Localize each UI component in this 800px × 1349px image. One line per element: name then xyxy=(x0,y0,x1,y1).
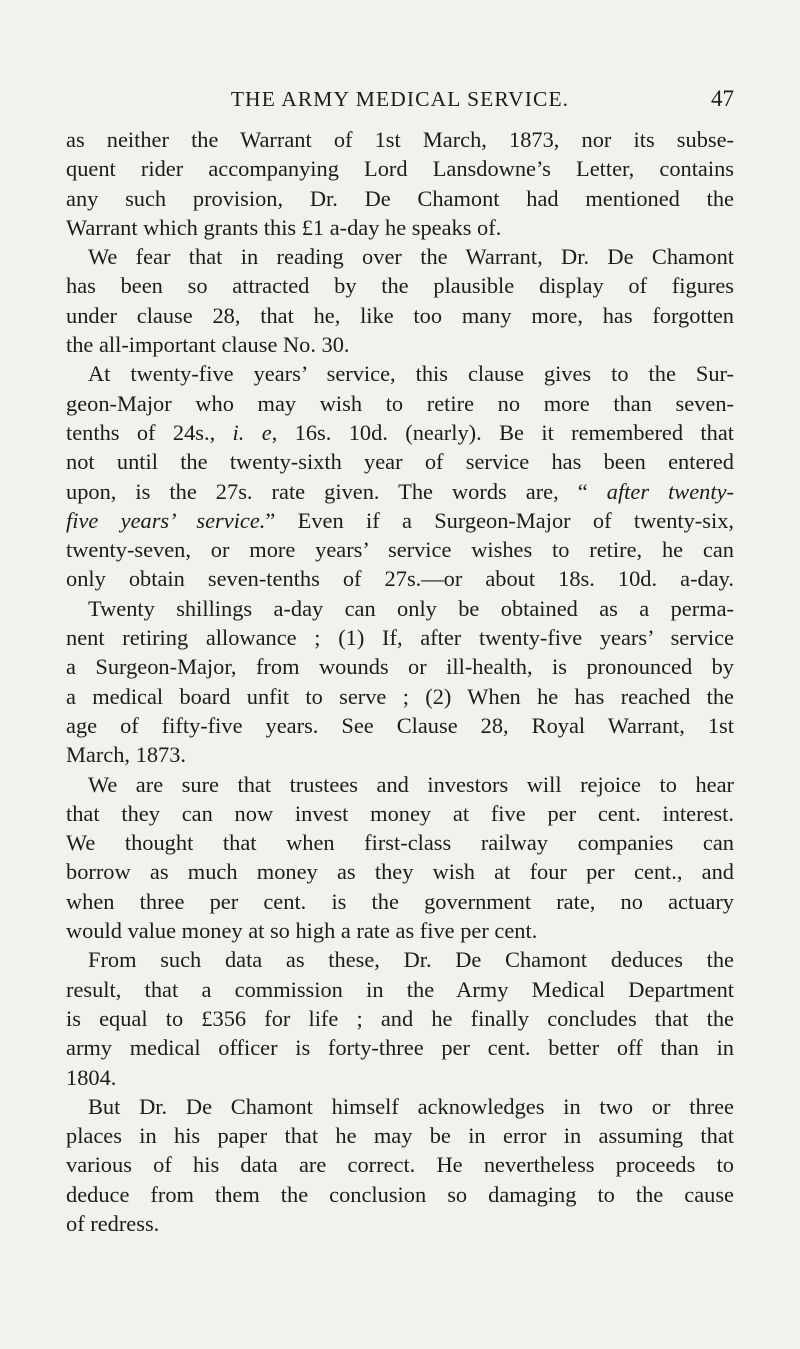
text-segment: upon, is the 27s. rate given. The words are, “ xyxy=(66,478,607,504)
text-segment: Twenty shillings a-day can only be obtained as a perma- xyxy=(88,595,734,621)
text-line xyxy=(66,535,734,564)
text-segment: deduce from them the conclusion so damaging to the cause xyxy=(66,1181,734,1207)
text-segment: We fear that in reading over the Warrant, Dr. De Chamont xyxy=(88,244,734,270)
text-line xyxy=(66,1121,734,1150)
text-segment: army medical officer is forty-three per cent. better off than in xyxy=(66,1035,734,1061)
text-line xyxy=(66,857,734,886)
text-segment: would value money at so high a rate as five per cent. xyxy=(66,918,538,944)
text-line xyxy=(66,389,734,418)
italic-text-segment: five years’ service. xyxy=(66,507,266,533)
text-line xyxy=(66,447,734,476)
text-segment: twenty-seven, or more years’ service wishes to retire, he can xyxy=(66,537,734,563)
text-segment: result, that a commission in the Army Medical Department xyxy=(66,976,734,1002)
text-line xyxy=(66,799,734,828)
text-segment: of redress. xyxy=(66,1210,160,1236)
page-number: 47 xyxy=(711,86,734,111)
text-line xyxy=(66,1092,734,1121)
text-segment: borrow as much money as they wish at four per cent., and xyxy=(66,859,734,885)
text-segment: nent retiring allowance ; (1) If, after twenty-five years’ service xyxy=(66,625,734,651)
text-line xyxy=(66,1150,734,1179)
text-line xyxy=(66,828,734,857)
text-line xyxy=(66,1209,734,1238)
text-line xyxy=(66,125,734,154)
text-line xyxy=(66,594,734,623)
text-segment: places in his paper that he may be in error in assuming that xyxy=(66,1123,734,1149)
text-segment: geon-Major who may wish to retire no more than seven- xyxy=(66,390,734,416)
text-line xyxy=(66,1004,734,1033)
text-line xyxy=(66,330,734,359)
text-segment: We are sure that trustees and investors will rejoice to hear xyxy=(88,771,734,797)
text-segment: ” Even if a Surgeon-Major of twenty-six, xyxy=(265,507,734,533)
text-segment: We thought that when first-class railway companies can xyxy=(66,830,734,856)
text-segment: when three per cent. is the government rate, no actuary xyxy=(66,888,734,914)
text-line xyxy=(66,213,734,242)
text-line xyxy=(66,506,734,535)
text-segment: not until the twenty-sixth year of service has been entered xyxy=(66,449,734,475)
text-segment: the all-important clause No. 30. xyxy=(66,332,350,358)
text-segment: under clause 28, that he, like too many more, has forgotten xyxy=(66,302,734,328)
text-segment: various of his data are correct. He nevertheless proceeds to xyxy=(66,1152,734,1178)
text-line xyxy=(66,945,734,974)
running-title: THE ARMY MEDICAL SERVICE. xyxy=(230,87,570,111)
text-line xyxy=(66,271,734,300)
text-line xyxy=(66,1180,734,1209)
text-line xyxy=(66,154,734,183)
text-segment: age of fifty-five years. See Clause 28, Royal Warrant, 1st xyxy=(66,712,734,738)
text-segment: , 16s. 10d. (nearly). Be it remembered that xyxy=(271,419,734,445)
text-segment: that they can now invest money at five per cent. interest. xyxy=(66,800,734,826)
text-segment: is equal to £356 for life ; and he finally concludes that the xyxy=(66,1005,734,1031)
text-line xyxy=(66,652,734,681)
text-segment: quent rider accompanying Lord Lansdowne’s Letter, contains xyxy=(66,156,734,182)
text-line xyxy=(66,301,734,330)
text-line xyxy=(66,359,734,388)
text-line xyxy=(66,887,734,916)
text-line xyxy=(66,477,734,506)
text-segment: At twenty-five years’ service, this clause gives to the Sur- xyxy=(88,361,734,387)
text-segment: only obtain seven-tenths of 27s.—or about 18s. 10d. a-day. xyxy=(66,566,734,592)
text-segment: 1804. xyxy=(66,1064,117,1090)
text-segment: any such provision, Dr. De Chamont had mentioned the xyxy=(66,185,734,211)
text-segment: Warrant which grants this £1 a-day he speaks of. xyxy=(66,214,502,240)
text-segment: has been so attracted by the plausible display of figures xyxy=(66,273,734,299)
text-line xyxy=(66,1063,734,1092)
text-segment: a medical board unfit to serve ; (2) When he has reached the xyxy=(66,683,734,709)
text-line xyxy=(66,564,734,593)
text-segment: March, 1873. xyxy=(66,742,187,768)
text-segment: But Dr. De Chamont himself acknowledges in two or three xyxy=(88,1093,734,1119)
text-line xyxy=(66,975,734,1004)
text-segment: From such data as these, Dr. De Chamont deduces the xyxy=(88,947,734,973)
text-line xyxy=(66,184,734,213)
text-segment: as neither the Warrant of 1st March, 1873, nor its subse- xyxy=(66,127,734,152)
text-line xyxy=(66,623,734,652)
text-line xyxy=(66,682,734,711)
text-line xyxy=(66,1033,734,1062)
text-line xyxy=(66,418,734,447)
running-head xyxy=(66,84,734,114)
text-segment: a Surgeon-Major, from wounds or ill-health, is pronounced by xyxy=(66,654,734,680)
text-line xyxy=(66,770,734,799)
italic-text-segment: i. e xyxy=(232,419,272,445)
text-segment: tenths of 24s., xyxy=(66,419,233,445)
text-line xyxy=(66,916,734,945)
italic-text-segment: after twenty- xyxy=(606,478,734,504)
text-line xyxy=(66,242,734,271)
body-text xyxy=(66,125,734,1238)
text-line xyxy=(66,740,734,769)
text-line xyxy=(66,711,734,740)
